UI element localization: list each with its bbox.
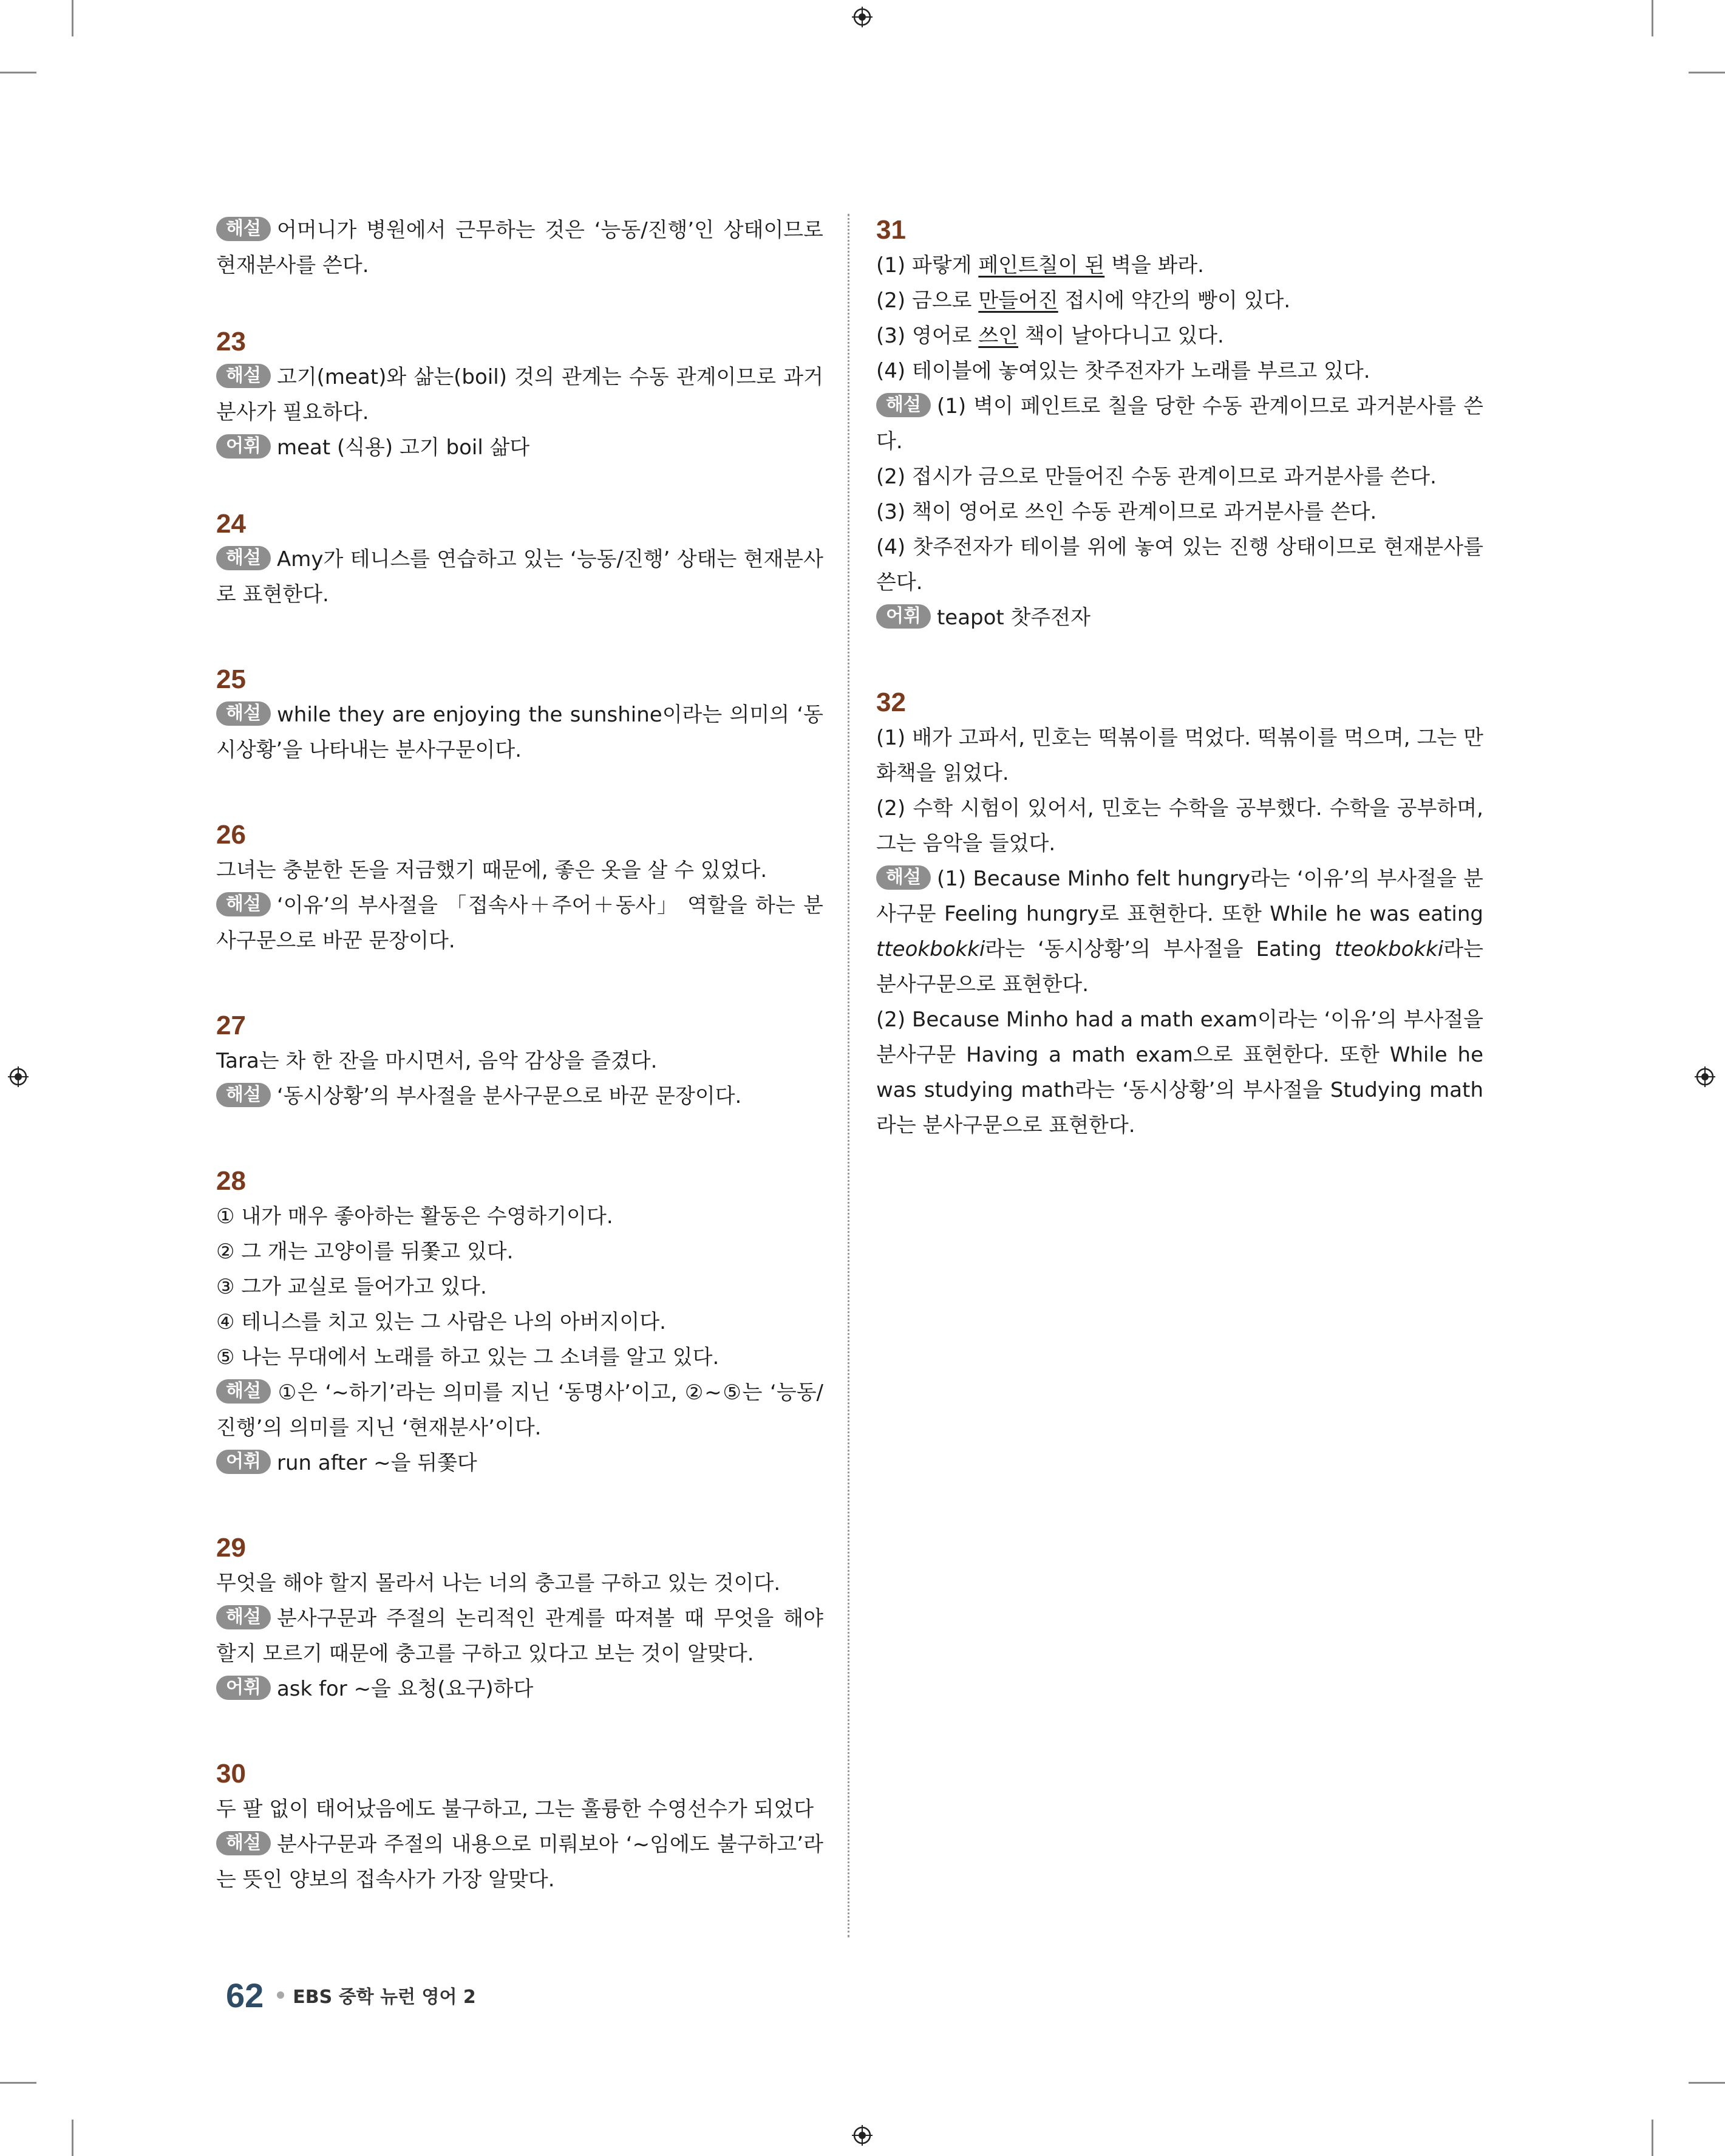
- text: (3) 영어로: [876, 324, 979, 348]
- crop-mark: [1689, 2082, 1725, 2084]
- translation-line: [876, 248, 1483, 283]
- crop-mark: [0, 2082, 36, 2084]
- question-number: 30: [216, 1759, 246, 1789]
- vocabulary-line: [876, 600, 1483, 635]
- answer-27: [216, 1008, 823, 1114]
- vocabulary-badge: 어휘: [216, 1450, 271, 1474]
- translation-line: Tara는 차 한 잔을 마시면서, 음악 감상을 즐겼다.: [216, 1049, 658, 1073]
- crop-mark: [1652, 0, 1653, 36]
- crop-mark: [1652, 2120, 1653, 2156]
- text: (2) 금으로: [876, 288, 979, 313]
- registration-mark-icon: [1695, 1066, 1715, 1087]
- text: 벽을 봐라.: [1104, 253, 1204, 278]
- explanation-text: (1) 벽이 페인트로 칠을 당한 수동 관계이므로 과거분사를 쓴다.: [876, 394, 1483, 454]
- explanation-line: [216, 213, 823, 283]
- registration-mark-icon: [852, 2125, 873, 2146]
- explanation-text: 라는 분사구문으로 표현한다.: [876, 937, 1483, 997]
- crop-mark: [72, 2120, 73, 2156]
- crop-mark: [0, 72, 36, 73]
- list-item: ⑤ 나는 무대에서 노래를 하고 있는 그 소녀를 알고 있다.: [216, 1345, 720, 1370]
- page-number: 62: [226, 1976, 264, 2014]
- explanation-line: (2) 접시가 금으로 만들어진 수동 관계이므로 과거분사를 쓴다.: [876, 465, 1437, 489]
- answer-intro: [216, 213, 823, 283]
- explanation-line: (2) Because Minho had a math exam이라는 ‘이유’의 부사절을 분사구문 Having a math exam으로 표현한다. 또한 While he was studying math라는 ‘동시상황’의 부사절을 Studying math라는 분사구문으로 표현한다.: [876, 1008, 1483, 1138]
- crop-mark: [1689, 72, 1725, 73]
- answer-29: [216, 1530, 823, 1707]
- explanation-line: [216, 542, 823, 612]
- explanation-line: [216, 697, 823, 768]
- explanation-line: [876, 389, 1483, 459]
- explanation-text: while they are enjoying the sunshine이라는 의미의 ‘동시상황’을 나타내는 분사구문이다.: [216, 703, 823, 762]
- explanation-badge: 해설: [216, 364, 271, 388]
- explanation-badge: 해설: [216, 701, 271, 726]
- explanation-text: 어머니가 병원에서 근무하는 것은 ‘능동/진행’인 상태이므로 현재분사를 쓴다.: [216, 218, 823, 278]
- translation-line: 무엇을 해야 할지 몰라서 나는 너의 충고를 구하고 있는 것이다.: [216, 1571, 781, 1595]
- translation-line: 그녀는 충분한 돈을 저금했기 때문에, 좋은 옷을 살 수 있었다.: [216, 858, 767, 882]
- crop-mark: [72, 0, 73, 36]
- explanation-text: ①은 ‘~하기’라는 의미를 지닌 ‘동명사’이고, ②~⑤는 ‘능동/진행’의 의미를 지닌 ‘현재분사’이다.: [216, 1380, 823, 1440]
- vocabulary-line: [216, 1671, 823, 1707]
- bullet-dot-icon: [277, 1991, 284, 1999]
- underlined-text: 페인트칠이 된: [978, 253, 1105, 278]
- question-number: 32: [876, 687, 906, 717]
- explanation-line: [216, 1375, 823, 1445]
- page-footer: [226, 1974, 476, 2016]
- translation-line: 두 팔 없이 태어났음에도 불구하고, 그는 훌륭한 수영선수가 되었다: [216, 1797, 814, 1821]
- explanation-text: ‘동시상황’의 부사절을 분사구문으로 바꾼 문장이다.: [276, 1084, 742, 1108]
- explanation-text: Amy가 테니스를 연습하고 있는 ‘능동/진행’ 상태는 현재분사로 표현한다.: [216, 547, 823, 607]
- translation-line: (1) 배가 고파서, 민호는 떡볶이를 먹었다. 떡볶이를 먹으며, 그는 만화책을 읽었다.: [876, 726, 1483, 785]
- translation-line: [876, 318, 1483, 353]
- question-number: 28: [216, 1166, 246, 1196]
- explanation-line: [876, 861, 1483, 1002]
- vocabulary-line: [216, 430, 823, 465]
- explanation-badge: 해설: [216, 1379, 271, 1404]
- explanation-badge: 해설: [216, 892, 271, 916]
- vocabulary-badge: 어휘: [876, 604, 931, 629]
- explanation-badge: 해설: [876, 393, 931, 417]
- answer-26: [216, 817, 823, 958]
- underlined-text: 쓰인: [978, 324, 1019, 348]
- answer-32: [876, 685, 1483, 1143]
- answer-23: [216, 324, 823, 465]
- explanation-text: 라는 ‘동시상황’의 부사절을 Eating: [985, 937, 1335, 961]
- list-item: ① 내가 매우 좋아하는 활동은 수영하기이다.: [216, 1204, 613, 1229]
- answer-30: [216, 1756, 823, 1897]
- explanation-line: [216, 1601, 823, 1671]
- explanation-line: [216, 360, 823, 430]
- list-item: ② 그 개는 고양이를 뒤쫓고 있다.: [216, 1240, 514, 1264]
- question-number: 27: [216, 1011, 246, 1040]
- translation-line: (2) 수학 시험이 있어서, 민호는 수학을 공부했다. 수학을 공부하며, 그는 음악을 들었다.: [876, 796, 1483, 856]
- translation-line: [876, 283, 1483, 318]
- answer-28: [216, 1164, 823, 1481]
- answer-25: [216, 662, 823, 768]
- text: 접시에 약간의 빵이 있다.: [1058, 288, 1291, 313]
- question-number: 26: [216, 820, 246, 850]
- question-number: 23: [216, 327, 246, 356]
- vocabulary-badge: 어휘: [216, 434, 271, 459]
- question-number: 25: [216, 664, 246, 694]
- registration-mark-icon: [852, 7, 873, 27]
- explanation-badge: 해설: [216, 546, 271, 570]
- list-item: ④ 테니스를 치고 있는 그 사람은 나의 아버지이다.: [216, 1310, 666, 1334]
- explanation-line: (4) 찻주전자가 테이블 위에 놓여 있는 진행 상태이므로 현재분사를 쓴다.: [876, 535, 1483, 595]
- explanation-text: (1) Because Minho felt hungry라는 ‘이유’의 부사절을 분사구문 Feeling hungry로 표현한다. 또한 While he was eating: [876, 867, 1483, 926]
- list-item: ③ 그가 교실로 들어가고 있다.: [216, 1275, 487, 1299]
- explanation-line: [216, 1079, 823, 1114]
- explanation-text: 고기(meat)와 삶는(boil) 것의 관계는 수동 관계이므로 과거분사가 필요하다.: [216, 365, 823, 425]
- explanation-line: (3) 책이 영어로 쓰인 수동 관계이므로 과거분사를 쓴다.: [876, 500, 1377, 524]
- explanation-line: [216, 888, 823, 958]
- question-number: 31: [876, 215, 906, 245]
- vocabulary-line: [216, 1445, 823, 1481]
- vocabulary-text: meat (식용) 고기 boil 삶다: [276, 435, 530, 460]
- book-title: EBS 중학 뉴런 영어 2: [293, 1987, 476, 2008]
- vocabulary-text: ask for ~을 요청(요구)하다: [276, 1677, 534, 1701]
- explanation-text: ‘이유’의 부사절을 「접속사＋주어＋동사」 역할을 하는 분사구문으로 바꾼 문장이다.: [216, 893, 823, 953]
- explanation-badge: 해설: [216, 1605, 271, 1629]
- text: 책이 날아다니고 있다.: [1018, 324, 1224, 348]
- column-divider: [848, 214, 849, 1937]
- translation-line: (4) 테이블에 놓여있는 찻주전자가 노래를 부르고 있다.: [876, 359, 1370, 383]
- explanation-line: [216, 1827, 823, 1897]
- vocabulary-text: teapot 찻주전자: [936, 606, 1090, 630]
- underlined-text: 만들어진: [978, 288, 1058, 313]
- explanation-badge: 해설: [216, 217, 271, 241]
- vocabulary-text: run after ~을 뒤쫓다: [276, 1451, 477, 1475]
- answer-24: [216, 507, 823, 612]
- explanation-text: 분사구문과 주절의 내용으로 미뤄보아 ‘~임에도 불구하고’라는 뜻인 양보의 접속사가 가장 알맞다.: [216, 1832, 823, 1892]
- italic-text: tteokbokki: [876, 937, 985, 961]
- text: (1) 파랗게: [876, 253, 979, 278]
- question-number: 24: [216, 509, 246, 539]
- right-column: [876, 213, 1483, 1143]
- vocabulary-badge: 어휘: [216, 1676, 271, 1700]
- italic-text: tteokbokki: [1335, 937, 1444, 961]
- question-number: 29: [216, 1533, 246, 1563]
- left-column: [216, 213, 823, 1897]
- registration-mark-icon: [8, 1066, 29, 1087]
- answer-31: [876, 213, 1483, 635]
- explanation-badge: 해설: [876, 865, 931, 890]
- explanation-text: 분사구문과 주절의 논리적인 관계를 따져볼 때 무엇을 해야 할지 모르기 때문에 충고를 구하고 있다고 보는 것이 알맞다.: [216, 1606, 823, 1666]
- explanation-badge: 해설: [216, 1083, 271, 1107]
- explanation-badge: 해설: [216, 1831, 271, 1855]
